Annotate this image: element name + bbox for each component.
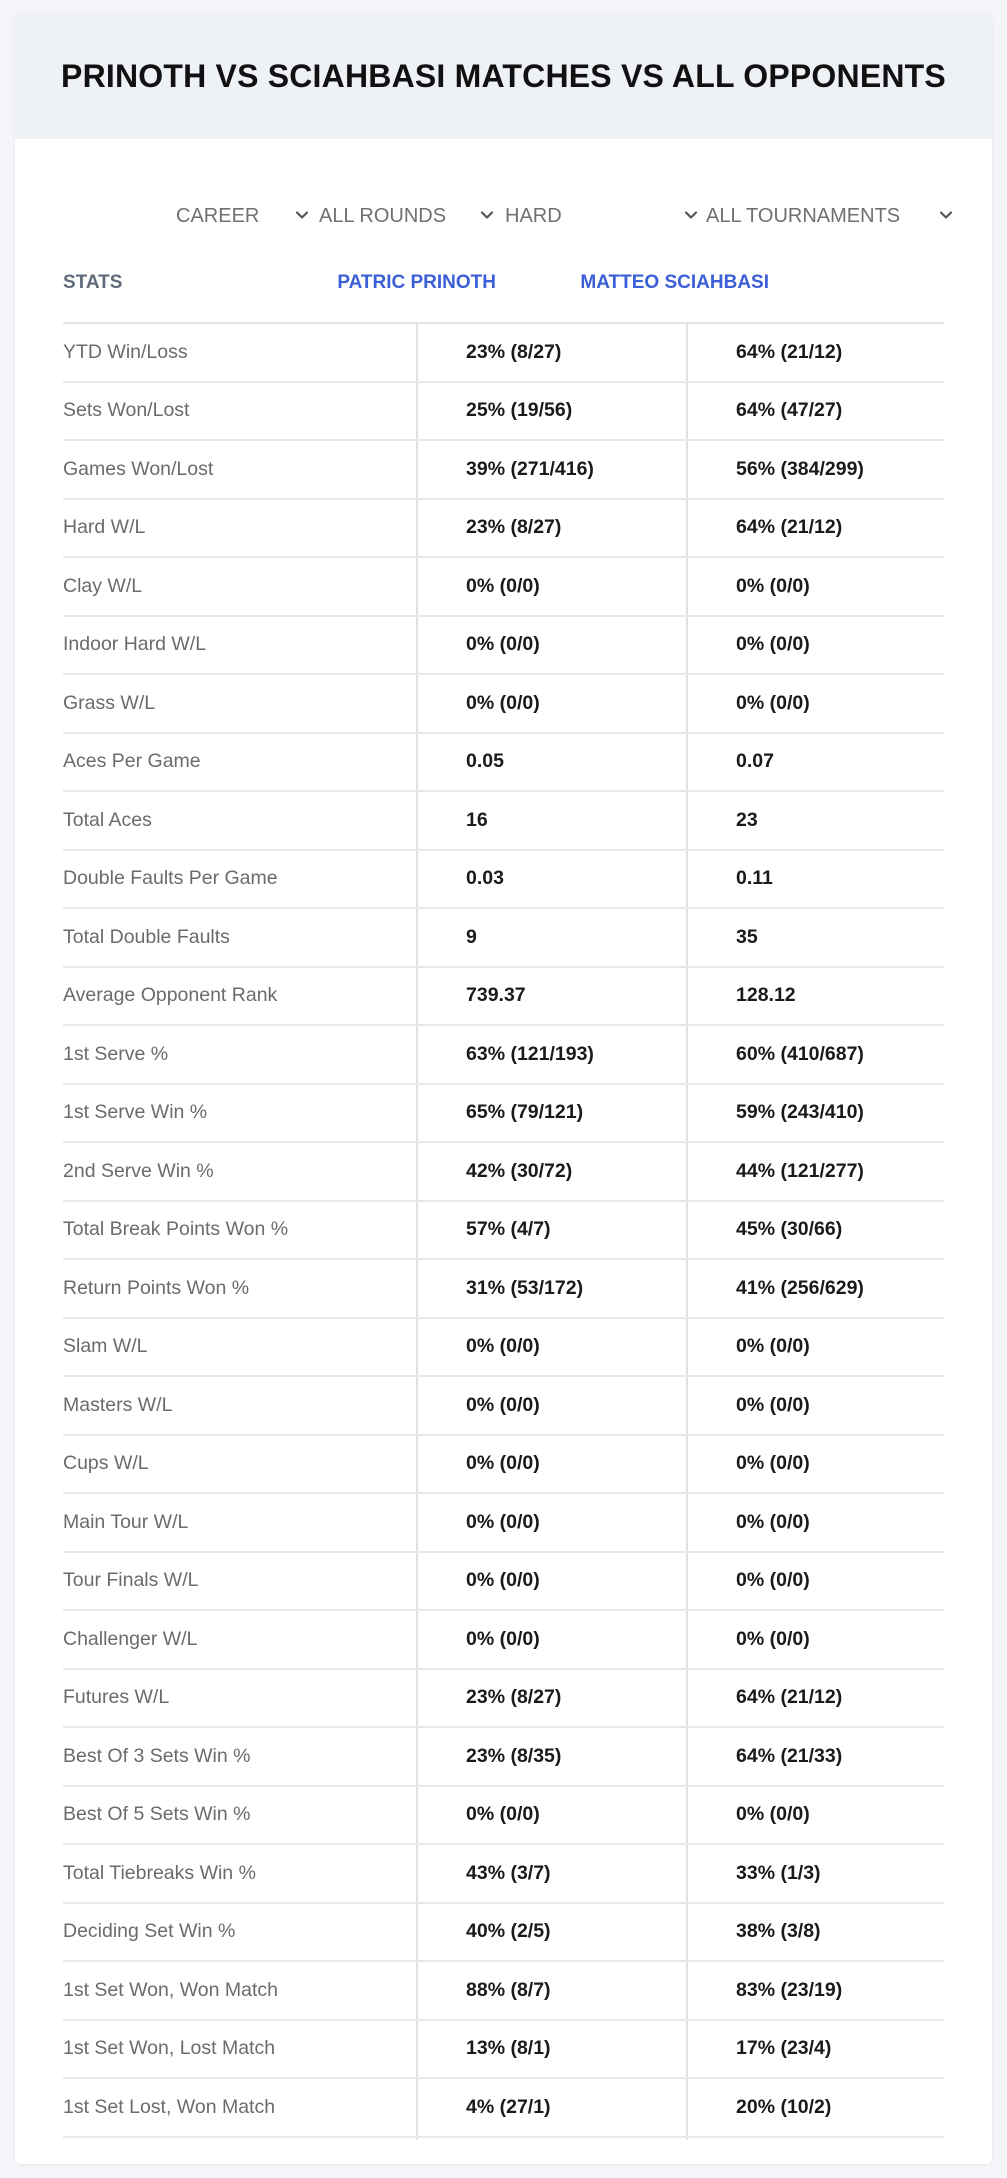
- table-row: [63, 792, 944, 851]
- table-row: [63, 851, 944, 910]
- filter-surface-select[interactable]: [505, 188, 705, 244]
- stat-label: Deciding Set Win %: [63, 1920, 236, 1943]
- filter-tournaments-value: ALL TOURNAMENTS: [706, 204, 901, 227]
- player2-value: 0% (0/0): [736, 574, 810, 597]
- player1-value: 23% (8/27): [466, 516, 562, 539]
- player2-value: 33% (1/3): [736, 1861, 821, 1884]
- page-header: [15, 14, 992, 139]
- stat-label: Best Of 3 Sets Win %: [63, 1744, 251, 1767]
- stat-label: Average Opponent Rank: [63, 984, 278, 1007]
- column-header-player1[interactable]: PATRIC PRINOTH: [337, 272, 496, 293]
- stat-label: 1st Set Lost, Won Match: [63, 2095, 276, 2118]
- table-row: [63, 441, 944, 500]
- table-row: [63, 1026, 944, 1085]
- stats-card: [15, 14, 992, 2164]
- player1-value: 0% (0/0): [466, 1569, 540, 1592]
- player1-value: 0% (0/0): [466, 691, 540, 714]
- player2-value: 23: [736, 808, 758, 831]
- player1-value: 9: [466, 925, 477, 948]
- player1-value: 0% (0/0): [466, 633, 540, 656]
- stat-label: Aces Per Game: [63, 750, 201, 773]
- stat-label: 1st Serve Win %: [63, 1101, 208, 1124]
- stat-label: 1st Serve %: [63, 1042, 169, 1065]
- player1-value: 0% (0/0): [466, 574, 540, 597]
- stat-label: Total Double Faults: [63, 925, 230, 948]
- player1-value: 13% (8/1): [466, 2037, 551, 2060]
- player2-value: 35: [736, 925, 758, 948]
- player1-value: 88% (8/7): [466, 1978, 551, 2001]
- player1-value: 25% (19/56): [466, 399, 573, 422]
- table-row: [63, 1143, 944, 1202]
- table-row: [63, 1553, 944, 1612]
- stat-label: Clay W/L: [63, 574, 143, 597]
- player2-value: 41% (256/629): [736, 1276, 864, 1299]
- player2-value: 0% (0/0): [736, 1393, 810, 1416]
- table-row: [63, 1319, 944, 1378]
- stat-label: Indoor Hard W/L: [63, 633, 207, 656]
- player1-value: 0% (0/0): [466, 1510, 540, 1533]
- player1-value: 16: [466, 808, 488, 831]
- player1-value: 0.05: [466, 750, 504, 773]
- table-row: [63, 1904, 944, 1963]
- player2-value: 44% (121/277): [736, 1159, 864, 1182]
- filter-bar: [15, 188, 992, 244]
- player1-value: 739.37: [466, 984, 526, 1007]
- player1-value: 57% (4/7): [466, 1218, 551, 1241]
- stat-label: Total Break Points Won %: [63, 1218, 289, 1241]
- player1-value: 4% (27/1): [466, 2095, 551, 2118]
- page-title: PRINOTH VS SCIAHBASI MATCHES VS ALL OPPONENTS: [61, 58, 946, 94]
- player2-value: 17% (23/4): [736, 2037, 832, 2060]
- player2-value: 0% (0/0): [736, 1569, 810, 1592]
- player2-value: 64% (21/12): [736, 516, 843, 539]
- table-row: [63, 909, 944, 968]
- stat-label: YTD Win/Loss: [63, 340, 188, 363]
- player2-value: 0.07: [736, 750, 774, 773]
- player1-value: 23% (8/27): [466, 1686, 562, 1709]
- table-row: [63, 1085, 944, 1144]
- table-row: [63, 734, 944, 793]
- table-row: [63, 500, 944, 559]
- stat-label: Grass W/L: [63, 691, 156, 714]
- stat-label: Double Faults Per Game: [63, 867, 278, 890]
- chevron-down-icon: [479, 207, 495, 223]
- table-row: [63, 2079, 944, 2138]
- filter-period-value: CAREER: [176, 204, 260, 227]
- table-row: [63, 1436, 944, 1495]
- stat-label: Slam W/L: [63, 1335, 148, 1358]
- player2-value: 45% (30/66): [736, 1218, 843, 1241]
- stat-label: Sets Won/Lost: [63, 399, 190, 422]
- player2-value: 0% (0/0): [736, 1627, 810, 1650]
- player1-value: 0% (0/0): [466, 1627, 540, 1650]
- stat-label: Masters W/L: [63, 1393, 173, 1416]
- player1-value: 0% (0/0): [466, 1452, 540, 1475]
- table-body: [63, 324, 944, 2138]
- player1-value: 43% (3/7): [466, 1861, 551, 1884]
- stat-label: Best Of 5 Sets Win %: [63, 1803, 251, 1826]
- table-row: [63, 1611, 944, 1670]
- table-row: [63, 617, 944, 676]
- player2-value: 56% (384/299): [736, 457, 864, 480]
- stat-label: 2nd Serve Win %: [63, 1159, 214, 1182]
- table-row: [63, 1260, 944, 1319]
- player1-value: 0% (0/0): [466, 1803, 540, 1826]
- stat-label: Futures W/L: [63, 1686, 170, 1709]
- filter-rounds-value: ALL ROUNDS: [319, 204, 447, 227]
- table-row: [63, 383, 944, 442]
- player2-value: 59% (243/410): [736, 1101, 864, 1124]
- column-header-player2[interactable]: MATTEO SCIAHBASI: [580, 272, 769, 293]
- table-row: [63, 1202, 944, 1261]
- stats-table: [63, 242, 944, 2138]
- table-row: [63, 324, 944, 383]
- player1-value: 31% (53/172): [466, 1276, 584, 1299]
- player2-value: 0% (0/0): [736, 1335, 810, 1358]
- player2-value: 64% (21/12): [736, 1686, 843, 1709]
- stat-label: Hard W/L: [63, 516, 146, 539]
- player1-value: 23% (8/27): [466, 340, 562, 363]
- filter-surface-value: HARD: [505, 204, 562, 227]
- player1-value: 39% (271/416): [466, 457, 594, 480]
- chevron-down-icon: [294, 207, 310, 223]
- table-row: [63, 968, 944, 1027]
- filter-rounds-select[interactable]: [319, 188, 504, 244]
- player1-value: 40% (2/5): [466, 1920, 551, 1943]
- player2-value: 64% (47/27): [736, 399, 843, 422]
- player1-value: 0% (0/0): [466, 1393, 540, 1416]
- table-row: [63, 1787, 944, 1846]
- stat-label: Challenger W/L: [63, 1627, 198, 1650]
- player1-value: 63% (121/193): [466, 1042, 594, 1065]
- table-row: [63, 675, 944, 734]
- player2-value: 38% (3/8): [736, 1920, 821, 1943]
- table-row: [63, 1494, 944, 1553]
- stat-label: Cups W/L: [63, 1452, 149, 1475]
- filter-tournaments-select[interactable]: [706, 188, 961, 244]
- player2-value: 0.11: [736, 867, 773, 890]
- stat-label: Total Tiebreaks Win %: [63, 1861, 256, 1884]
- table-row: [63, 1670, 944, 1729]
- table-row: [63, 1728, 944, 1787]
- player1-value: 42% (30/72): [466, 1159, 573, 1182]
- player1-value: 0.03: [466, 867, 504, 890]
- player2-value: 0% (0/0): [736, 1803, 810, 1826]
- stat-label: Total Aces: [63, 808, 152, 831]
- player2-value: 60% (410/687): [736, 1042, 864, 1065]
- player2-value: 0% (0/0): [736, 633, 810, 656]
- table-row: [63, 2021, 944, 2080]
- table-row: [63, 1377, 944, 1436]
- player2-value: 128.12: [736, 984, 796, 1007]
- filter-period-select[interactable]: [176, 188, 316, 244]
- stat-label: Main Tour W/L: [63, 1510, 189, 1533]
- chevron-down-icon: [938, 207, 954, 223]
- stat-label: Return Points Won %: [63, 1276, 250, 1299]
- stat-label: Games Won/Lost: [63, 457, 214, 480]
- stat-label: 1st Set Won, Lost Match: [63, 2037, 276, 2060]
- table-row: [63, 1845, 944, 1904]
- player2-value: 0% (0/0): [736, 1510, 810, 1533]
- player2-value: 83% (23/19): [736, 1978, 843, 2001]
- player1-value: 23% (8/35): [466, 1744, 562, 1767]
- stat-label: 1st Set Won, Won Match: [63, 1978, 278, 2001]
- player2-value: 20% (10/2): [736, 2095, 832, 2118]
- player2-value: 0% (0/0): [736, 1452, 810, 1475]
- player2-value: 64% (21/33): [736, 1744, 843, 1767]
- player2-value: 0% (0/0): [736, 691, 810, 714]
- player2-value: 64% (21/12): [736, 340, 843, 363]
- player1-value: 65% (79/121): [466, 1101, 584, 1124]
- stat-label: Tour Finals W/L: [63, 1569, 199, 1592]
- table-row: [63, 1962, 944, 2021]
- table-row: [63, 558, 944, 617]
- table-header: [63, 242, 944, 324]
- chevron-down-icon: [683, 207, 699, 223]
- player1-value: 0% (0/0): [466, 1335, 540, 1358]
- column-header-stats: STATS: [63, 272, 123, 293]
